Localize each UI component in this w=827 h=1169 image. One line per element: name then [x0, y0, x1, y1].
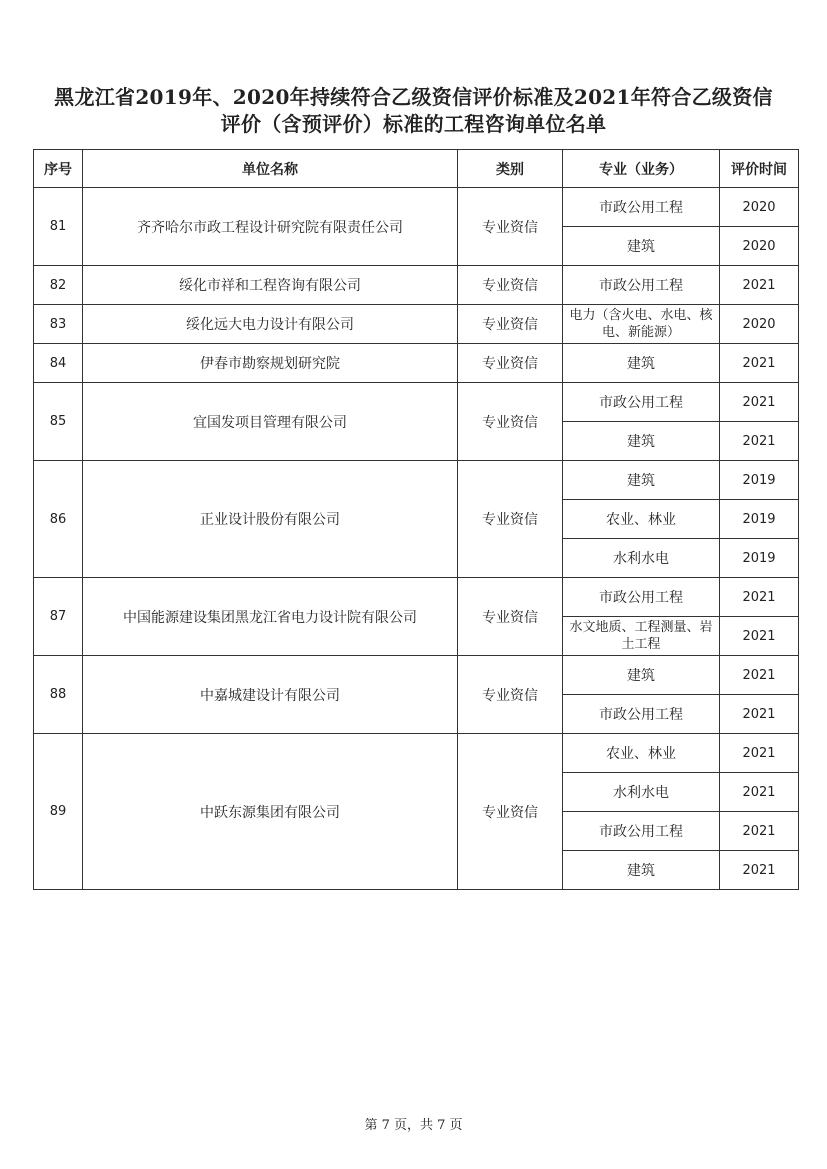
entry-specialty: 市政公用工程: [563, 266, 720, 305]
table-body: [34, 188, 799, 890]
entry-index: 86: [34, 461, 83, 578]
entry-eval-year: 2020: [720, 227, 799, 266]
entry-unit-name: 正业设计股份有限公司: [83, 461, 458, 578]
entry-category: 专业资信: [458, 188, 563, 266]
entry-unit-name: 齐齐哈尔市政工程设计研究院有限责任公司: [83, 188, 458, 266]
entry-eval-year: 2021: [720, 812, 799, 851]
entry-eval-year: 2021: [720, 422, 799, 461]
table-row: [34, 734, 799, 773]
entry-category: 专业资信: [458, 305, 563, 344]
page-footer: 第 7 页，共 7 页: [364, 1118, 463, 1133]
header-category: 类别: [458, 150, 563, 188]
entry-eval-year: 2021: [720, 617, 799, 656]
header-time: 评价时间: [720, 150, 799, 188]
entry-specialty: 水利水电: [563, 773, 720, 812]
entry-category: 专业资信: [458, 266, 563, 305]
entry-specialty: 建筑: [563, 344, 720, 383]
table-row: [34, 188, 799, 227]
entry-specialty: 建筑: [563, 227, 720, 266]
entry-unit-name: 中国能源建设集团黑龙江省电力设计院有限公司: [83, 578, 458, 656]
table-row: [34, 344, 799, 383]
header-index: 序号: [34, 150, 83, 188]
entry-specialty: 建筑: [563, 422, 720, 461]
entry-eval-year: 2021: [720, 656, 799, 695]
entry-unit-name: 宜国发项目管理有限公司: [83, 383, 458, 461]
entry-specialty: 农业、林业: [563, 500, 720, 539]
entry-index: 81: [34, 188, 83, 266]
entry-index: 82: [34, 266, 83, 305]
title-line-2: 评价（含预评价）标准的工程咨询单位名单: [220, 112, 607, 136]
entry-specialty: 市政公用工程: [563, 188, 720, 227]
entry-index: 87: [34, 578, 83, 656]
entry-eval-year: 2021: [720, 734, 799, 773]
entry-unit-name: 伊春市勘察规划研究院: [83, 344, 458, 383]
entry-eval-year: 2021: [720, 851, 799, 890]
entry-unit-name: 中跃东源集团有限公司: [83, 734, 458, 890]
table-row: [34, 656, 799, 695]
entry-specialty: 农业、林业: [563, 734, 720, 773]
entry-eval-year: 2019: [720, 461, 799, 500]
entry-category: 专业资信: [458, 461, 563, 578]
entry-eval-year: 2020: [720, 305, 799, 344]
entry-eval-year: 2019: [720, 500, 799, 539]
entry-index: 83: [34, 305, 83, 344]
entry-specialty: 市政公用工程: [563, 695, 720, 734]
entry-eval-year: 2021: [720, 578, 799, 617]
entry-specialty: 建筑: [563, 461, 720, 500]
table-row: [34, 266, 799, 305]
table-row: [34, 305, 799, 344]
entry-specialty: 建筑: [563, 656, 720, 695]
entry-unit-name: 绥化市祥和工程咨询有限公司: [83, 266, 458, 305]
entry-eval-year: 2021: [720, 266, 799, 305]
header-name: 单位名称: [83, 150, 458, 188]
entry-category: 专业资信: [458, 383, 563, 461]
document-title: [20, 84, 807, 138]
table-row: [34, 383, 799, 422]
entry-eval-year: 2021: [720, 344, 799, 383]
table-row: [34, 461, 799, 500]
entry-category: 专业资信: [458, 734, 563, 890]
entry-eval-year: 2021: [720, 383, 799, 422]
entry-eval-year: 2021: [720, 695, 799, 734]
entry-specialty: 电力（含火电、水电、核电、新能源）: [563, 305, 720, 344]
entry-specialty: 建筑: [563, 851, 720, 890]
entry-category: 专业资信: [458, 344, 563, 383]
entry-index: 89: [34, 734, 83, 890]
entry-specialty: 市政公用工程: [563, 383, 720, 422]
header-specialty: 专业（业务）: [563, 150, 720, 188]
entry-specialty: 市政公用工程: [563, 578, 720, 617]
table-header-row: [34, 150, 799, 188]
entry-index: 85: [34, 383, 83, 461]
unit-list-table: [33, 149, 799, 890]
entry-eval-year: 2020: [720, 188, 799, 227]
entry-eval-year: 2021: [720, 773, 799, 812]
entry-index: 88: [34, 656, 83, 734]
entry-specialty: 水利水电: [563, 539, 720, 578]
table-row: [34, 578, 799, 617]
entry-index: 84: [34, 344, 83, 383]
entry-category: 专业资信: [458, 656, 563, 734]
entry-category: 专业资信: [458, 578, 563, 656]
entry-unit-name: 绥化远大电力设计有限公司: [83, 305, 458, 344]
entry-specialty: 市政公用工程: [563, 812, 720, 851]
entry-specialty: 水文地质、工程测量、岩土工程: [563, 617, 720, 656]
title-line-1: 黑龙江省2019年、2020年持续符合乙级资信评价标准及2021年符合乙级资信: [54, 85, 773, 109]
entry-unit-name: 中嘉城建设计有限公司: [83, 656, 458, 734]
entry-eval-year: 2019: [720, 539, 799, 578]
